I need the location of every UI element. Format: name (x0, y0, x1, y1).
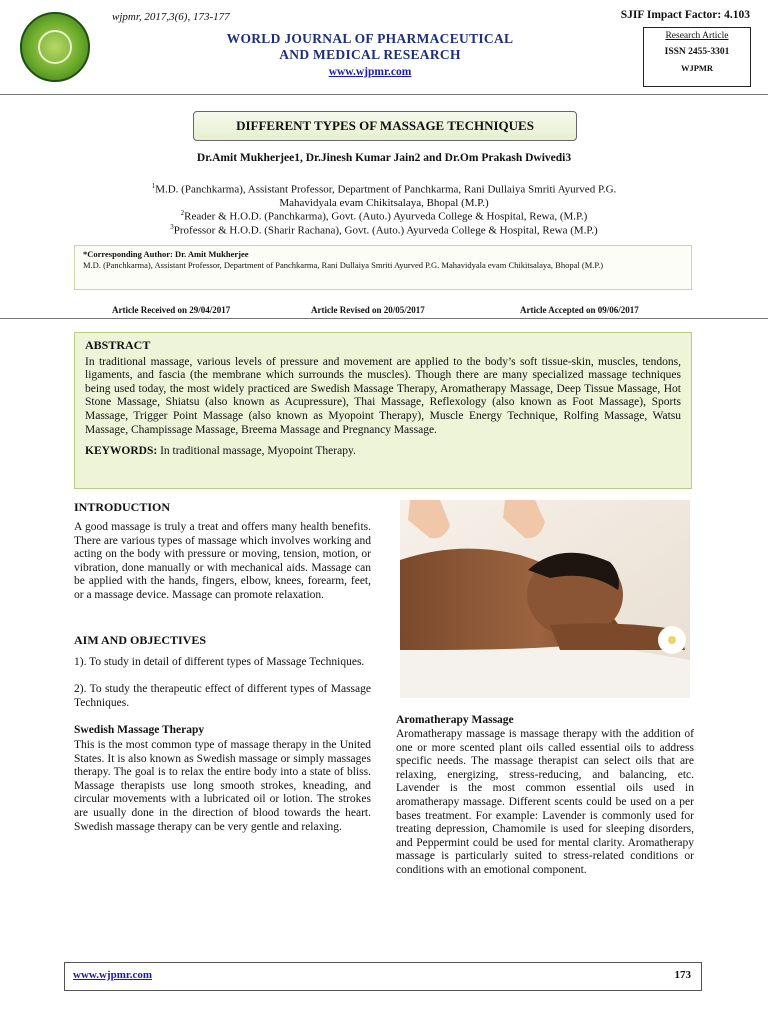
issn: ISSN 2455-3301 (664, 47, 730, 57)
journal-logo (20, 12, 90, 82)
introduction-text: A good massage is truly a treat and offers many health benefits. There are various types of massage which involves working and acting on the body with pressure or moving, tension, motion, or vibration, done manually or with mechanical aids. Massage can be applied with the hands, fingers, elbow, knees, forearm, feet, or a massage device. Massage can promote relaxation. (74, 521, 371, 601)
journal-url-link[interactable]: www.wjpmr.com (328, 66, 412, 78)
corresponding-author-label: *Corresponding Author: Dr. Amit Mukherjee (83, 249, 249, 259)
aromatherapy-text: Aromatherapy massage is massage therapy with the addition of one or more scented plant oils called essential oils to address specific needs. The massage therapist can select oils that are relaxing, energizing, stress-reducing, and balancing, etc. Lavender is the most common essential oils used in aromatherapy massage. Different scents could be used on a per bases treatment. For example: Lavender is commonly used for treating depression, Chamomile is used for sleeping disorders, and Peppermint could be used for mental clarity. Aromatherapy massage is particularly suited to stress-related conditions or conditions with an emotional component. (396, 728, 694, 876)
date-revised: Article Revised on 20/05/2017 (311, 305, 425, 315)
affiliation-3: $^3$Professor & H.O.D. (Sharir Rachana), Govt. (Auto.) Ayurveda College & Hospital, Rewa (M.P.) (170, 223, 598, 237)
abstract-box (74, 332, 692, 489)
page-footer (64, 962, 702, 991)
keywords: KEYWORDS: In traditional massage, Myopoint Therapy. (85, 445, 356, 458)
article-title: DIFFERENT TYPES OF MASSAGE TECHNIQUES (193, 111, 577, 141)
journal-title-line1: WORLD JOURNAL OF PHARMACEUTICAL (226, 31, 514, 46)
corresponding-author-address: M.D. (Panchkarma), Assistant Professor, Department of Panchkarma, Rani Dullaiya Smriti Ayurved P.G. Mahavidyala evam Chikitsalaya, Bhopal (M.P.) (83, 260, 604, 270)
affiliation-2: $^2$Reader & H.O.D. (Panchkarma), Govt. (Auto.) Ayurveda College & Hospital, Rewa, (M.P.) (180, 209, 588, 223)
aims-heading: AIM AND OBJECTIVES (74, 633, 207, 647)
massage-photo (400, 500, 690, 698)
date-received: Article Received on 29/04/2017 (112, 305, 231, 315)
introduction-heading: INTRODUCTION (74, 500, 171, 514)
journal-title-line2: AND MEDICAL RESEARCH (279, 47, 461, 62)
journal-code: WJPMR (680, 63, 714, 73)
dates-divider (0, 318, 768, 319)
abstract-heading: ABSTRACT (85, 338, 151, 352)
swedish-heading: Swedish Massage Therapy (74, 724, 205, 736)
authors: Dr.Amit Mukherjee1, Dr.Jinesh Kumar Jain2 and Dr.Om Prakash Dwivedi3 (196, 152, 572, 164)
footer-url-link[interactable]: www.wjpmr.com (73, 969, 153, 981)
affiliation-1: $^1$M.D. (Panchkarma), Assistant Professor, Department of Panchkarma, Rani Dullaiya Smriti Ayurved P.G. Mahavidyala evam Chikitsalaya, Bhopal (M.P.) (151, 182, 617, 210)
swedish-text: This is the most common type of massage therapy in the United States. It is also known as Swedish massage or simply massages therapy. The goal is to relax the entire body into a state of bliss. Massage therapists use long smooth strokes, kneading, and circular movements with a lubricated oil or lotion. The strokes are usually done in the direction of blood towards the heart. Swedish massage therapy can be very gentle and relaxing. (74, 739, 371, 833)
citation: wjpmr, 2017,3(6), 173-177 (112, 11, 230, 23)
aims-item-1: 1). To study in detail of different types of Massage Techniques. (74, 656, 365, 668)
corresponding-author-box (74, 245, 692, 290)
impact-factor: SJIF Impact Factor: 4.103 (620, 9, 750, 21)
header-divider (0, 94, 768, 95)
article-type: Research Article (665, 31, 729, 41)
abstract-text: In traditional massage, various levels of pressure and movement are applied to the body’s soft tissue-skin, muscles, tendons, ligaments, and fascia (the membrane which surrounds the muscles). Though there are many specialized massage techniques being used today, the most widely practiced are Swedish Massage Therapy, Aromatherapy Massage, Deep Tissue Massage, Hot Stone Massage, Shiatsu (also known as Acupressure), Thai Massage, Reflexology (also known as Foot Massage), Sports Massage, Trigger Point Massage (also known as Myopoint Therapy), Muscle Energy Technique, Rolfing Massage, Watsu Massage, Champissage Massage, Breema Massage and Pregnancy Massage. (85, 355, 681, 436)
aromatherapy-heading: Aromatherapy Massage (396, 714, 514, 726)
date-accepted: Article Accepted on 09/06/2017 (520, 305, 639, 315)
aims-item-2: 2). To study the therapeutic effect of different types of Massage Techniques. (74, 683, 371, 709)
page-number: 173 (674, 969, 691, 981)
article-info-box (643, 27, 751, 87)
